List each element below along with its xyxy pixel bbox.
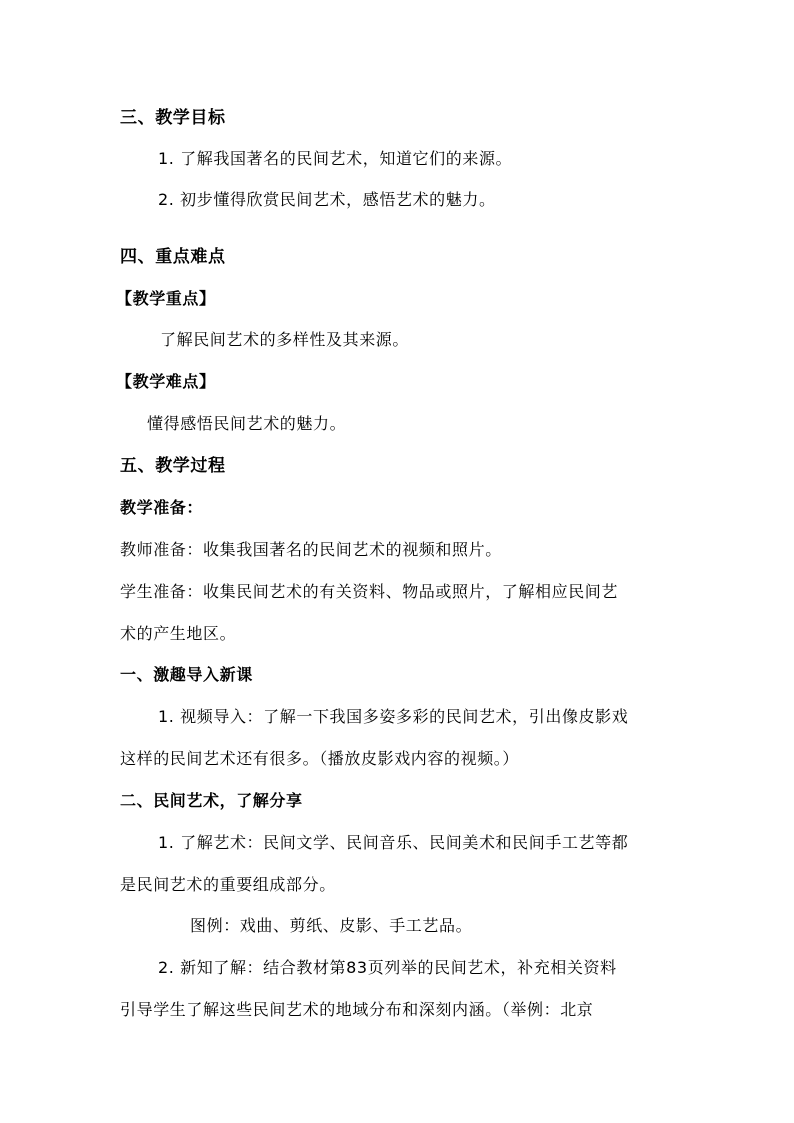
preparation-label: 教学准备： xyxy=(120,498,204,517)
section-heading-key-points: 四、重点难点 xyxy=(120,247,226,267)
folk-art-item-2-line-2: 引导学生了解这些民间艺术的地域分布和深刻内涵。（举例：北京 xyxy=(120,1000,594,1019)
key-point-text: 了解民间艺术的多样性及其来源。 xyxy=(160,330,410,349)
part-heading-intro: 一、激趣导入新课 xyxy=(120,665,253,684)
intro-item-1-line-1: 1. 视频导入：了解一下我国多姿多彩的民间艺术，引出像皮影戏 xyxy=(158,707,629,726)
folk-art-examples: 图例：戏曲、剪纸、皮影、手工艺品。 xyxy=(190,916,473,935)
goal-item-1: 1. 了解我国著名的民间艺术，知道它们的来源。 xyxy=(158,149,513,168)
part-heading-folk-art: 二、民间艺术，了解分享 xyxy=(120,791,303,810)
difficult-point-text: 懂得感悟民间艺术的魅力。 xyxy=(147,414,347,433)
intro-item-1-line-2: 这样的民间艺术还有很多。（播放皮影戏内容的视频。） xyxy=(120,749,520,768)
student-preparation-line-1: 学生准备：收集民间艺术的有关资料、物品或照片，了解相应民间艺 xyxy=(120,582,619,601)
difficult-point-label: 【教学难点】 xyxy=(116,372,216,391)
folk-art-item-1-line-2: 是民间艺术的重要组成部分。 xyxy=(120,875,336,894)
goal-item-2: 2. 初步懂得欣赏民间艺术，感悟艺术的魅力。 xyxy=(158,190,496,209)
folk-art-item-1-line-1: 1. 了解艺术：民间文学、民间音乐、民间美术和民间手工艺等都 xyxy=(158,833,629,852)
key-point-label: 【教学重点】 xyxy=(116,289,216,308)
folk-art-item-2-line-1: 2. 新知了解：结合教材第83页列举的民间艺术，补充相关资料 xyxy=(158,958,617,977)
section-heading-teaching-goals: 三、教学目标 xyxy=(120,108,226,128)
section-heading-teaching-process: 五、教学过程 xyxy=(120,456,226,476)
student-preparation-line-2: 术的产生地区。 xyxy=(120,624,237,643)
teacher-preparation: 教师准备：收集我国著名的民间艺术的视频和照片。 xyxy=(120,540,502,559)
